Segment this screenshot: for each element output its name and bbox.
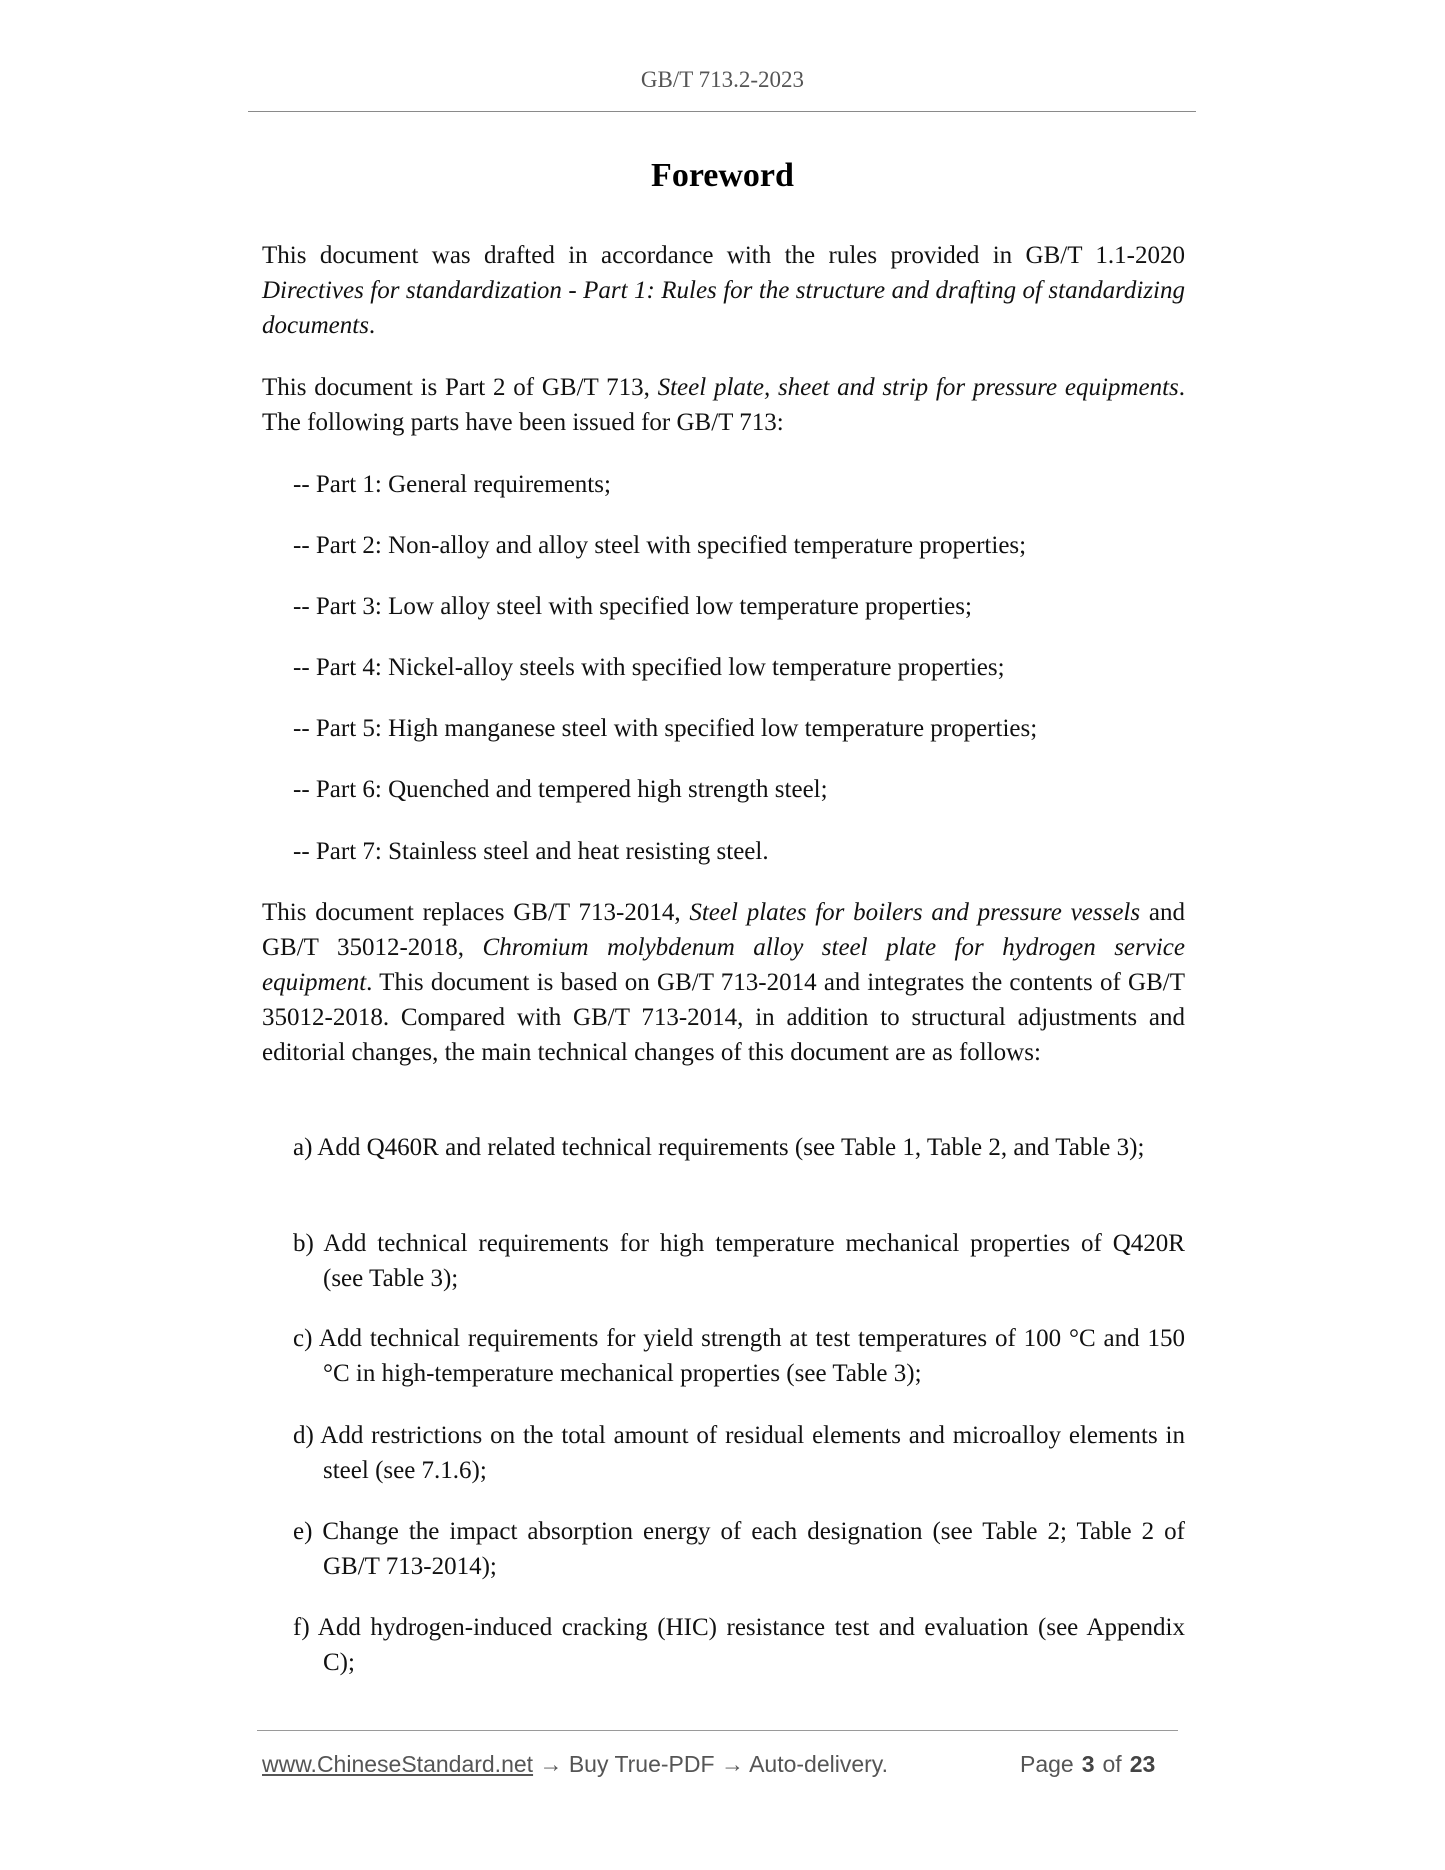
page-total: 23 (1129, 1751, 1156, 1777)
parts-list-item: -- Part 3: Low alloy steel with specified low temperature properties; (293, 593, 972, 620)
changes-list-item: b) Add technical requirements for high temperature mechanical properties of Q420R (see Table 3); (293, 1230, 1185, 1292)
arrow-right-icon: → (720, 1751, 744, 1777)
page-indicator (1020, 1750, 1155, 1778)
page-title: Foreword (651, 157, 794, 194)
header-divider (248, 111, 1196, 112)
footer-promo (262, 1750, 888, 1778)
paragraph-replacement-info (262, 895, 1185, 1070)
cited-document-title: Steel plates for boilers and pressure vessels (689, 899, 1141, 926)
parts-list-item: -- Part 4: Nickel-alloy steels with specified low temperature properties; (293, 654, 1005, 681)
paragraph-text: . The following parts have been issued for GB/T 713: (262, 374, 1185, 436)
website-link[interactable]: www.ChineseStandard.net (262, 1751, 534, 1777)
page-label: Page (1020, 1751, 1074, 1777)
series-title: Steel plate, sheet and strip for pressure equipments (657, 374, 1179, 401)
paragraph-text: . This document is based on GB/T 713-2014 and integrates the contents of GB/T 35012-2018. Compared with GB/T 713-2014, in addition to structural adjustments and editorial changes, the main technical changes of this document are as follows: (262, 969, 1185, 1066)
header-document-id: GB/T 713.2-2023 (640, 67, 805, 92)
parts-list-item: -- Part 1: General requirements; (293, 471, 611, 498)
footer-step-buy: Buy True-PDF (568, 1751, 715, 1777)
parts-list-item: -- Part 2: Non-alloy and alloy steel with specified temperature properties; (293, 532, 1027, 559)
paragraph-text: This document is Part 2 of GB/T 713, (262, 374, 658, 401)
changes-list-item: c) Add technical requirements for yield strength at test temperatures of 100 °C and 150 °C in high-temperature mechanical properties (see Table 3); (293, 1325, 1185, 1387)
page-of-label: of (1102, 1751, 1122, 1777)
parts-list-item: -- Part 7: Stainless steel and heat resisting steel. (293, 838, 769, 865)
parts-list-item: -- Part 6: Quenched and tempered high strength steel; (293, 776, 828, 803)
footer-step-delivery: Auto-delivery. (749, 1751, 888, 1777)
arrow-right-icon: → (539, 1751, 563, 1777)
changes-list-item: e) Change the impact absorption energy of each designation (see Table 2; Table 2 of GB/T 713-2014); (293, 1518, 1185, 1580)
paragraph-text: and GB/T 35012-2018, (262, 899, 1185, 961)
cited-document-title: Directives for standardization - Part 1: Rules for the structure and drafting of standardizing documents (262, 277, 1185, 339)
changes-list-item: a) Add Q460R and related technical requirements (see Table 1, Table 2, and Table 3); (293, 1134, 1145, 1161)
footer-divider (257, 1730, 1178, 1731)
page-current: 3 (1081, 1751, 1095, 1777)
paragraph-text: . (368, 312, 376, 339)
paragraph-part-info (262, 370, 1185, 440)
paragraph-drafting-rules (262, 238, 1185, 343)
cited-document-title: Chromium molybdenum alloy steel plate for hydrogen service equipment (262, 934, 1185, 996)
paragraph-text: This document was drafted in accordance with the rules provided in GB/T 1.1-2020 (262, 242, 1185, 269)
changes-list-item: f) Add hydrogen-induced cracking (HIC) resistance test and evaluation (see Appendix C); (293, 1614, 1185, 1676)
paragraph-text: This document replaces GB/T 713-2014, (262, 899, 690, 926)
parts-list-item: -- Part 5: High manganese steel with specified low temperature properties; (293, 715, 1038, 742)
changes-list-item: d) Add restrictions on the total amount of residual elements and microalloy elements in steel (see 7.1.6); (293, 1422, 1185, 1484)
